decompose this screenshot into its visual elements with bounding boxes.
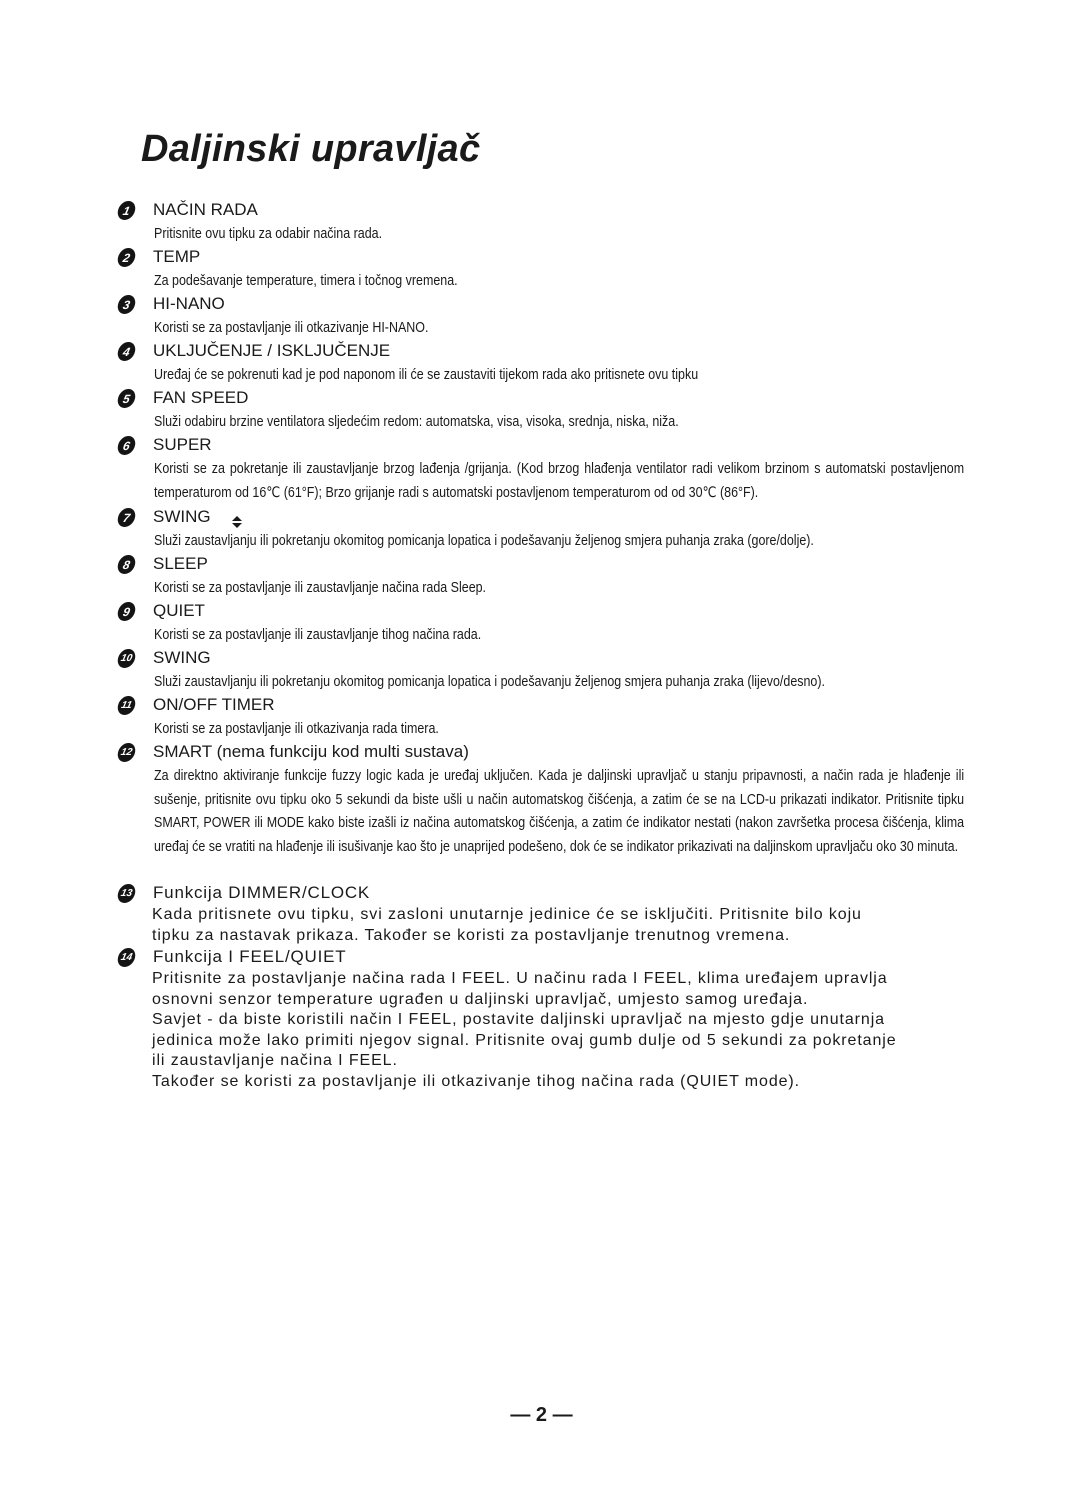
item-heading: SMART (nema funkciju kod multi sustava) bbox=[153, 742, 469, 761]
number-badge: 4 bbox=[116, 342, 137, 361]
number-badge: 9 bbox=[116, 602, 137, 621]
item-heading: SUPER bbox=[153, 435, 212, 454]
item-heading: Funkcija I FEEL/QUIET bbox=[153, 947, 347, 966]
item-description: Za podešavanje temperature, timera i točnog vremena. bbox=[154, 273, 458, 289]
item-description: Služi zaustavljanju ili pokretanju okomitog pomicanja lopatica i podešavanju željenog smjera puhanja zraka (gore/dolje). bbox=[154, 533, 814, 549]
item-heading: ON/OFF TIMER bbox=[153, 695, 275, 714]
number-badge: 8 bbox=[116, 555, 137, 574]
number-badge: 2 bbox=[116, 248, 137, 267]
item-description: Koristi se za pokretanje ili zaustavljanje brzog lađenja /grijanja. (Kod brzog hlađenja ventilator radi velikom brzinom s automatski postavljenom temperaturom od 16℃ (61°F); Brzo grijanje radi s automatski postavljenom temperaturom od od 30℃ (86°F). bbox=[154, 461, 965, 501]
item-description: Pritisnite za postavljanje načina rada I FEEL. U načinu rada I FEEL, klima uređajem upravlja osnovni senzor temperature ugrađen u daljinski upravljač, umjesto samog uređaja. Savjet - da biste koristili način I FEEL, postavite daljinski upravljač na mjesto gdje unutarnja jedinica može lako primiti njegov signal. Pritisnite ovaj gumb dulje od 5 sekundi za pokretanje ili zaustavljanje načina I FEEL. Također se koristi za postavljanje ili otkazivanje tihog načina rada (QUIET mode). bbox=[152, 970, 897, 1090]
item-description: Koristi se za postavljanje ili otkazivanja rada timera. bbox=[154, 721, 439, 737]
swing-updown-icon bbox=[231, 515, 243, 529]
item-heading: QUIET bbox=[153, 601, 205, 620]
number-badge: 14 bbox=[116, 948, 137, 967]
item-description: Pritisnite ovu tipku za odabir načina rada. bbox=[154, 226, 383, 242]
item-heading: UKLJUČENJE / ISKLJUČENJE bbox=[153, 341, 391, 360]
number-badge: 3 bbox=[116, 295, 137, 314]
item-description: Koristi se za postavljanje ili otkazivanje HI-NANO. bbox=[154, 320, 429, 336]
item-heading: SWING bbox=[153, 507, 211, 526]
item-description: Koristi se za postavljanje ili zaustavljanje tihog načina rada. bbox=[154, 627, 482, 643]
number-badge: 10 bbox=[116, 649, 137, 668]
item-description: Služi odabiru brzine ventilatora sljedećim redom: automatska, visa, visoka, srednja, niska, niža. bbox=[154, 414, 679, 430]
number-badge: 13 bbox=[116, 884, 137, 903]
item-heading: TEMP bbox=[153, 247, 201, 266]
page-number: — 2 — bbox=[510, 1404, 573, 1426]
number-badge: 1 bbox=[116, 201, 137, 220]
number-badge: 6 bbox=[116, 436, 137, 455]
number-badge: 11 bbox=[116, 696, 137, 715]
item-heading: FAN SPEED bbox=[153, 388, 249, 407]
item-heading: HI-NANO bbox=[153, 294, 225, 313]
item-description: Uređaj će se pokrenuti kad je pod naponom ili će se zaustaviti tijekom rada ako pritisnete ovu tipku bbox=[154, 367, 699, 383]
item-heading: Funkcija DIMMER/CLOCK bbox=[153, 883, 371, 902]
item-description: Služi zaustavljanju ili pokretanju okomitog pomicanja lopatica i podešavanju željenog smjera puhanja zraka (lijevo/desno). bbox=[154, 674, 825, 690]
item-heading: SWING bbox=[153, 648, 211, 667]
item-heading: SLEEP bbox=[153, 554, 208, 573]
item-description: Koristi se za postavljanje ili zaustavljanje načina rada Sleep. bbox=[154, 580, 487, 596]
item-description: Za direktno aktiviranje funkcije fuzzy logic kada je uređaj uključen. Kada je daljinski upravljač u stanju pripavnosti, a način rada je hlađenje ili sušenje, pritisnite ovu tipku oko 5 sekundi da biste ušli u način automatskog čišćenja, a zatim će se na LCD-u prikazati indikator. Pritisnite tipku SMART, POWER ili MODE kako biste izašli iz načina automatskog čišćenja, a zatim će indikator nestati (nakon završetka procesa čišćenja, klima uređaj će se vratiti na hlađenje ili isušivanje kao što je unaprijed podešeno, dok će se indikator prikazivati na daljinskom upravljaču oko 30 minuta. bbox=[154, 768, 965, 855]
number-badge: 7 bbox=[116, 508, 137, 527]
number-badge: 5 bbox=[116, 389, 137, 408]
item-description: Kada pritisnete ovu tipku, svi zasloni unutarnje jedinice će se isključiti. Pritisnite bilo koju tipku za nastavak prikaza. Također se koristi za postavljanje trenutnog vremena. bbox=[152, 906, 862, 944]
page-title: Daljinski upravljač bbox=[141, 128, 481, 170]
item-heading: NAČIN RADA bbox=[153, 200, 258, 219]
number-badge: 12 bbox=[116, 743, 137, 762]
